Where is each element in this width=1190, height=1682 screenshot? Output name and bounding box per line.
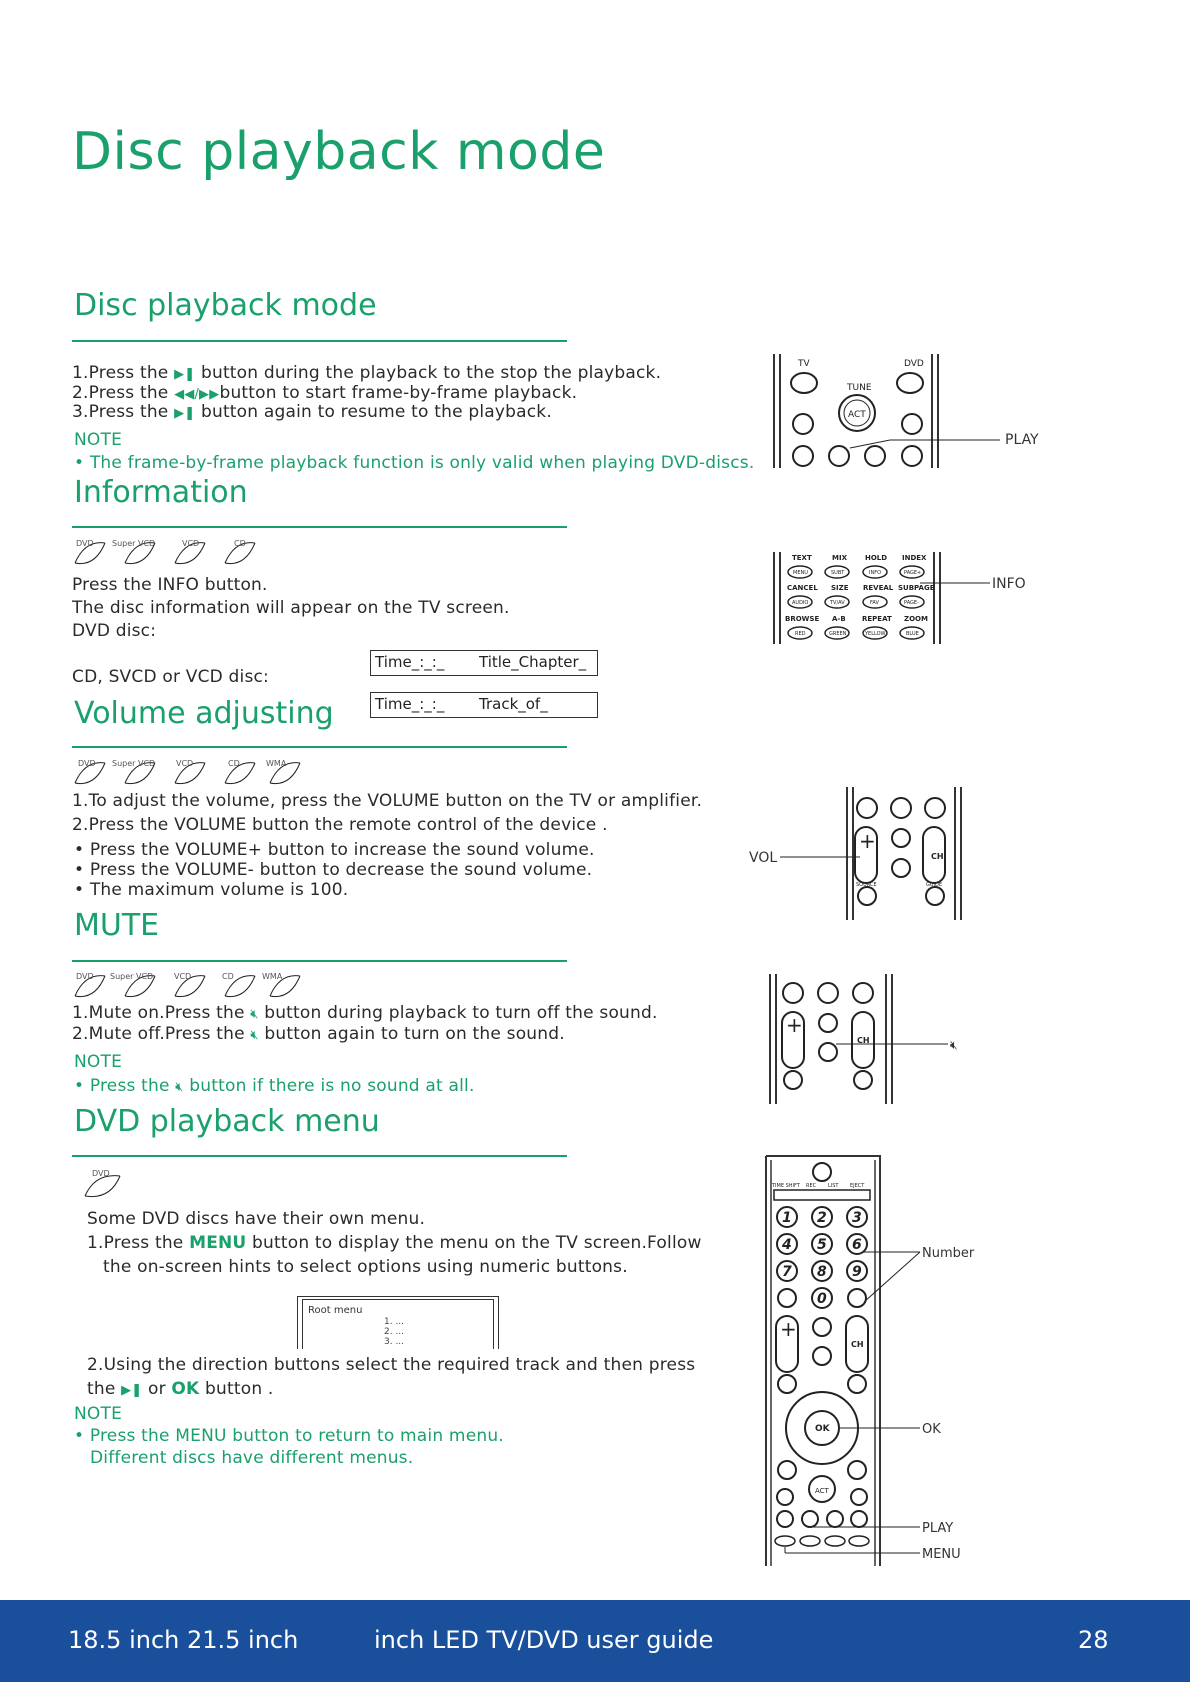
svg-text:+: + — [786, 1013, 803, 1037]
svg-text:LIST: LIST — [828, 1183, 839, 1189]
mute-icon: 🔇︎ — [250, 1028, 259, 1043]
svg-text:HOLD: HOLD — [865, 554, 888, 562]
svg-text:REC: REC — [806, 1183, 817, 1189]
svg-text:REVEAL: REVEAL — [863, 584, 894, 592]
mute-note-label: NOTE — [74, 1052, 123, 1072]
callout-ok: OK — [922, 1422, 941, 1437]
volume-bullet-2: • Press the VOLUME- button to decrease the sound volume. — [74, 860, 593, 880]
svg-text:WMA: WMA — [266, 759, 287, 768]
svg-text:CD: CD — [222, 972, 234, 981]
disc-section-title: Disc playback mode — [74, 288, 377, 323]
svg-text:1: 1 — [782, 1210, 792, 1226]
svg-text:OK: OK — [815, 1424, 830, 1434]
svg-text:YELLOW: YELLOW — [865, 631, 886, 637]
svg-text:CH: CH — [851, 1340, 864, 1349]
play-pause-icon: ▶❚ — [174, 406, 196, 421]
svg-text:BLUE: BLUE — [906, 631, 919, 637]
info-line-4: CD, SVCD or VCD disc: — [72, 667, 269, 687]
svg-text:VCD: VCD — [174, 972, 192, 981]
svg-text:SUBT: SUBT — [831, 570, 845, 576]
callout-menu: MENU — [922, 1547, 961, 1562]
disc-label-cd: CD — [234, 539, 246, 548]
info-line-1: Press the INFO button. — [72, 575, 268, 595]
dvdmenu-line-3: the on-screen hints to select options using numeric buttons. — [103, 1257, 628, 1277]
dvdmenu-note-1: • Press the MENU button to return to main menu. — [74, 1426, 504, 1446]
root-menu-item: 3. ... — [384, 1337, 405, 1347]
mute-rule — [72, 960, 567, 962]
svg-text:WMA: WMA — [262, 972, 283, 981]
disc-rule — [72, 340, 567, 342]
svg-text:INDEX: INDEX — [902, 554, 927, 562]
remote-image-mute — [768, 972, 968, 1107]
root-menu-item: 1. ... — [384, 1317, 405, 1327]
page-number: 28 — [1078, 1626, 1109, 1654]
svg-text:GREEN: GREEN — [829, 631, 847, 637]
play-pause-icon: ▶❚ — [174, 367, 196, 382]
callout-number: Number — [922, 1246, 975, 1261]
svg-text:+: + — [859, 829, 876, 853]
svg-text:CD: CD — [228, 759, 240, 768]
dvd-info-box — [370, 650, 598, 676]
root-menu-box — [297, 1296, 499, 1349]
svg-text:VCD: VCD — [176, 759, 194, 768]
dvdmenu-line-1: Some DVD discs have their own menu. — [87, 1209, 426, 1229]
footer-bar — [0, 1600, 1190, 1682]
svg-text:DVD: DVD — [76, 972, 94, 981]
remote-image-volume — [745, 785, 965, 925]
svg-text:+: + — [780, 1317, 797, 1341]
svg-text:PAGE-: PAGE- — [904, 600, 919, 606]
svg-text:0: 0 — [817, 1291, 827, 1307]
svg-text:MENU: MENU — [793, 570, 808, 576]
footer-size: 18.5 inch 21.5 inch — [68, 1626, 299, 1654]
callout-vol: VOL — [749, 850, 778, 866]
dvdmenu-section-title: DVD playback menu — [74, 1104, 380, 1139]
dvd-info-time: Time_:_:_ — [375, 653, 445, 671]
dvdmenu-line-5: the ▶❚ or OK button . — [87, 1379, 274, 1399]
remote-label-tv: TV — [798, 359, 810, 369]
svg-text:DVD: DVD — [92, 1169, 110, 1178]
mute-note: • Press the 🔇︎ button if there is no sound at all. — [74, 1076, 475, 1096]
svg-text:4: 4 — [782, 1237, 792, 1253]
callout-info: INFO — [992, 576, 1026, 592]
svg-text:PAGE+: PAGE+ — [904, 570, 922, 576]
svg-text:9: 9 — [852, 1264, 862, 1280]
svg-text:SIZE: SIZE — [831, 584, 849, 592]
svg-text:ZOOM: ZOOM — [904, 615, 928, 623]
svg-text:7: 7 — [782, 1264, 792, 1280]
svg-text:Super VCD: Super VCD — [110, 972, 154, 981]
volume-rule — [72, 746, 567, 748]
root-menu-item: 2. ... — [384, 1327, 405, 1337]
callout-play-1: PLAY — [1005, 432, 1039, 448]
mute-line-1: 1.Mute on.Press the 🔇︎ button during playback to turn off the sound. — [72, 1003, 658, 1023]
dvdmenu-note-label: NOTE — [74, 1404, 123, 1424]
svg-text:MIX: MIX — [832, 554, 847, 562]
mute-section-title: MUTE — [74, 908, 160, 943]
cd-info-box — [370, 692, 598, 718]
svg-text:A-B: A-B — [832, 615, 846, 623]
info-rule — [72, 526, 567, 528]
svg-text:SUBPAGE: SUBPAGE — [898, 584, 935, 592]
disc-step-1: 1.Press the ▶❚ button during the playback to the stop the playback. — [72, 363, 662, 383]
info-section-title: Information — [74, 475, 248, 510]
callout-play-2: PLAY — [922, 1521, 954, 1536]
volume-line-2: 2.Press the VOLUME button the remote control of the device . — [72, 815, 608, 835]
disc-icons-info — [70, 535, 300, 567]
volume-section-title: Volume adjusting — [74, 696, 334, 731]
rewind-fastforward-icon: ◀◀/▶▶ — [174, 387, 220, 402]
svg-text:RED: RED — [795, 631, 806, 637]
cd-info-track: Track_of_ — [479, 695, 548, 713]
svg-text:CH: CH — [931, 852, 944, 861]
volume-bullet-3: • The maximum volume is 100. — [74, 880, 349, 900]
disc-label-svcd: Super VCD — [112, 539, 156, 548]
remote-image-full — [760, 1152, 1000, 1572]
svg-text:AUDIO: AUDIO — [792, 600, 809, 606]
remote-image-play — [770, 350, 1180, 475]
dvdmenu-line-4: 2.Using the direction buttons select the required track and then press — [87, 1355, 696, 1375]
svg-text:TV/AV: TV/AV — [830, 600, 845, 606]
disc-step-3: 3.Press the ▶❚ button again to resume to the playback. — [72, 402, 552, 422]
svg-text:EJECT: EJECT — [850, 1183, 865, 1189]
svg-text:CH: CH — [857, 1036, 870, 1045]
remote-label-tune: TUNE — [847, 383, 872, 393]
volume-bullet-1: • Press the VOLUME+ button to increase the sound volume. — [74, 840, 595, 860]
svg-text:Super VCD: Super VCD — [112, 759, 156, 768]
svg-text:GUIDE: GUIDE — [926, 882, 943, 888]
remote-label-dvd: DVD — [904, 359, 924, 369]
volume-line-1: 1.To adjust the volume, press the VOLUME button on the TV or amplifier. — [72, 791, 703, 811]
mute-line-2: 2.Mute off.Press the 🔇︎ button again to turn on the sound. — [72, 1024, 565, 1044]
svg-text:3: 3 — [852, 1210, 862, 1226]
svg-text:ACT: ACT — [815, 1487, 829, 1495]
svg-text:BROWSE: BROWSE — [785, 615, 820, 623]
mute-icon: 🔇︎ — [250, 1007, 259, 1022]
remote-image-info — [770, 550, 1180, 646]
svg-text:SOURCE: SOURCE — [856, 882, 877, 888]
play-pause-icon: ▶❚ — [121, 1383, 143, 1398]
cd-info-time: Time_:_:_ — [375, 695, 445, 713]
disc-label-vcd: VCD — [182, 539, 200, 548]
svg-text:5: 5 — [817, 1237, 827, 1253]
info-line-3: DVD disc: — [72, 621, 157, 641]
svg-text:6: 6 — [852, 1237, 862, 1253]
disc-label-dvd: DVD — [76, 539, 94, 548]
dvdmenu-note-2: Different discs have different menus. — [90, 1448, 414, 1468]
svg-text:INFO: INFO — [869, 570, 882, 576]
page-title: Disc playback mode — [72, 122, 606, 182]
disc-note: • The frame-by-frame playback function is only valid when playing DVD-discs. — [74, 453, 755, 473]
svg-text:REPEAT: REPEAT — [862, 615, 892, 623]
svg-text:FAV: FAV — [870, 600, 879, 606]
svg-text:2: 2 — [817, 1210, 827, 1226]
disc-icons-volume — [70, 755, 310, 787]
mute-icon: 🔇︎ — [175, 1080, 184, 1095]
dvdmenu-rule — [72, 1155, 567, 1157]
root-menu-title: Root menu — [308, 1305, 363, 1316]
svg-text:TEXT: TEXT — [792, 554, 812, 562]
svg-text:TIME SHIFT: TIME SHIFT — [772, 1183, 800, 1189]
disc-note-label: NOTE — [74, 430, 123, 450]
remote-label-act: ACT — [848, 410, 866, 420]
disc-step-2: 2.Press the ◀◀/▶▶button to start frame-by-frame playback. — [72, 383, 578, 403]
dvd-info-title-chapter: Title_Chapter_ — [479, 653, 587, 671]
footer-title: inch LED TV/DVD user guide — [374, 1626, 714, 1654]
info-line-2: The disc information will appear on the TV screen. — [72, 598, 510, 618]
svg-text:8: 8 — [817, 1264, 827, 1280]
svg-text:CANCEL: CANCEL — [787, 584, 818, 592]
callout-mute-icon: 🔇︎ — [950, 1038, 958, 1052]
dvdmenu-line-2: 1.Press the MENU button to display the menu on the TV screen.Follow — [87, 1233, 702, 1253]
svg-text:DVD: DVD — [78, 759, 96, 768]
disc-icons-mute — [70, 968, 310, 1000]
disc-icons-dvdmenu — [80, 1166, 140, 1200]
